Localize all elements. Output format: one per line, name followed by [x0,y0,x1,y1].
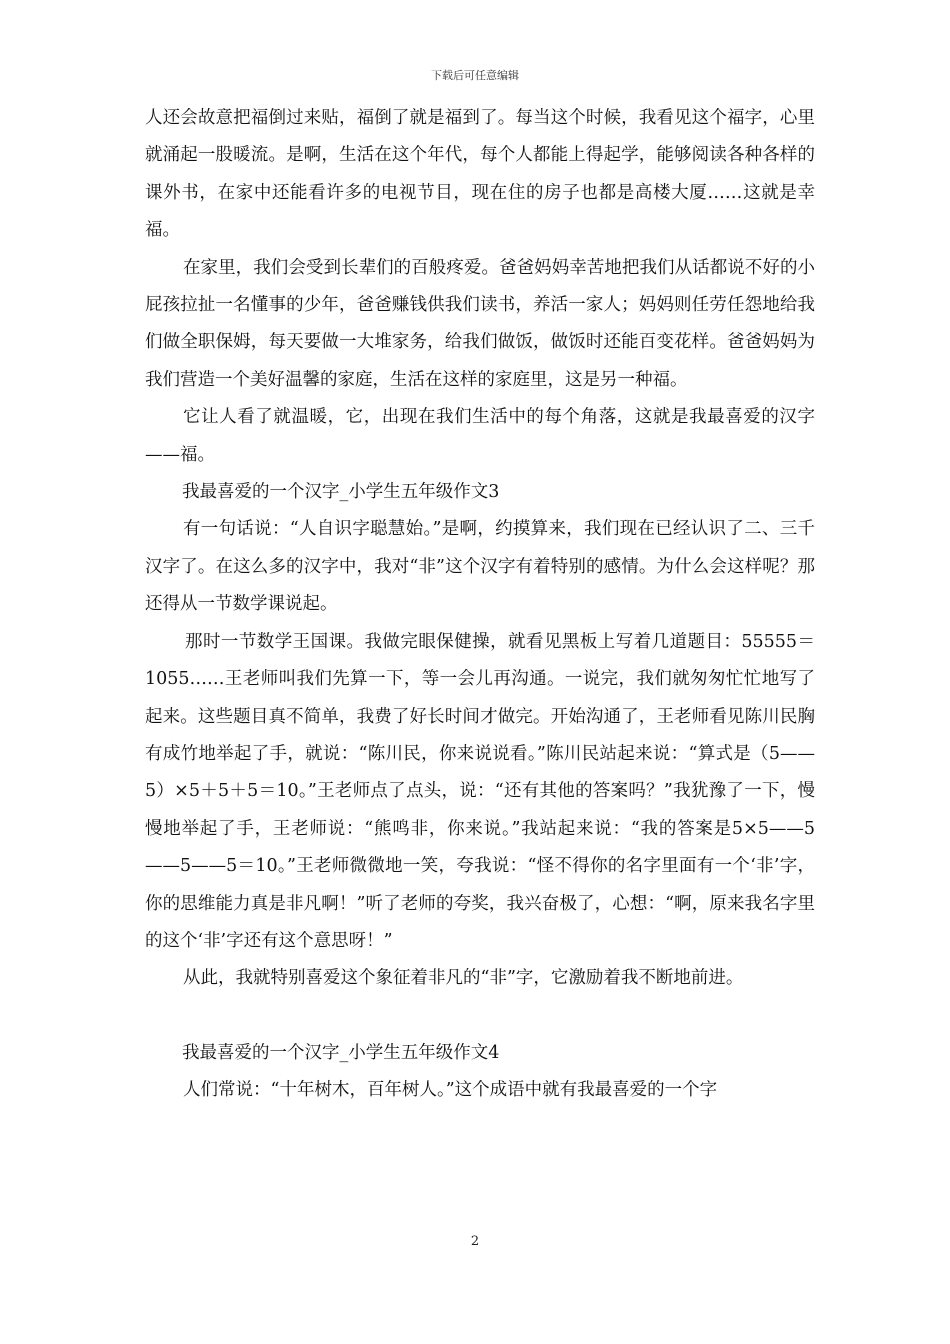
essay-title-3: 我最喜爱的一个汉字_小学生五年级作文3 [182,482,500,503]
essay-title-4: 我最喜爱的一个汉字_小学生五年级作文4 [182,1042,500,1063]
paragraph-fei-conclusion: 从此，我就特别喜爱这个象征着非凡的“非”字，它激励着我不断地前进。 [183,968,744,989]
paragraph-family: 在家里，我们会受到长辈们的百般疼爱。爸爸妈妈幸苦地把我们从话都说不好的小屁孩拉扯一名懂事的少年，爸爸赚钱供我们读书，养活一家人；妈妈则任劳任怨地给我们做全职保姆，每天要做一大堆家务，给我们做饭，做饭时还能百变花样。爸爸妈妈为我们营造一个美好温馨的家庭，生活在这样的家庭里，这是另一种福。 [145,257,815,390]
paragraph-essay4-start: 人们常说：“十年树木，百年树人。”这个成语中就有我最喜爱的一个字 [183,1080,718,1101]
document-body [145,100,815,1110]
paragraph-conclusion: 它让人看了就温暖，它，出现在我们生活中的每个角落，这就是我最喜爱的汉字——福。 [145,407,815,465]
page-header: 下载后可任意编辑 [431,69,519,82]
blank-line [145,998,815,1035]
paragraph-intro-fei: 有一句话说：“人自识字聪慧始。”是啊，约摸算来，我们现在已经认识了二、三千汉字了。在这么多的汉字中，我对“非”这个汉字有着特别的感情。为什么会这样呢？那还得从一节数学课说起。 [145,519,815,615]
page-number: 2 [470,1234,480,1249]
paragraph-continued: 人还会故意把福倒过来贴，福倒了就是福到了。每当这个时候，我看见这个福字，心里就涌起一股暖流。是啊，生活在这个年代，每个人都能上得起学，能够阅读各种各样的课外书，在家中还能看许多的电视节目，现在住的房子也都是高楼大厦……这就是幸福。 [145,108,815,241]
paragraph-math-class: 那时一节数学王国课。我做完眼保健操，就看见黑板上写着几道题目：55555＝1055……王老师叫我们先算一下，等一会儿再沟通。一说完，我们就匆匆忙忙地写了起来。这些题目真不简单，我费了好长时间才做完。开始沟通了，王老师看见陈川民胸有成竹地举起了手，就说：“陈川民，你来说说看。”陈川民站起来说：“算式是（5——5）×5＋5＋5＝10。”王老师点了点头，说：“还有其他的答案吗？”我犹豫了一下，慢慢地举起了手，王老师说：“熊鸣非，你来说。”我站起来说：“我的答案是5×5——5——5——5＝10。”王老师微微地一笑，夸我说：“怪不得你的名字里面有一个‘非’字，你的思维能力真是非凡啊！”听了老师的夸奖，我兴奋极了，心想：“啊，原来我名字里的这个‘非’字还有这个意思呀！” [145,631,815,951]
